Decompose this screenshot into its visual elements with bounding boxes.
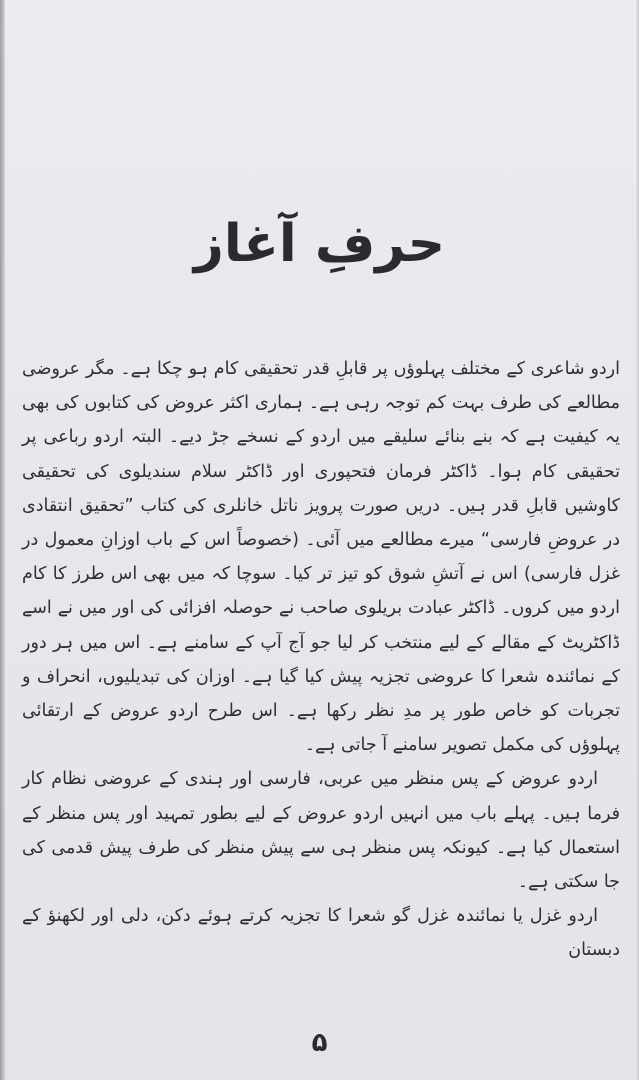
paragraph-3: اردو غزل یا نمائندہ غزل گو شعرا کا تجزیہ کرتے ہوئے دکن، دلی اور لکھنؤ کے دبستان bbox=[22, 906, 620, 961]
page-number: ۵ bbox=[311, 1028, 328, 1058]
page-gutter-shadow bbox=[0, 0, 5, 1080]
body-text bbox=[22, 352, 620, 968]
paragraph-2: اردو عروض کے پس منظر میں عربی، فارسی اور ہندی کے عروضی نظام کار فرما ہیں۔ پہلے باب میں انہیں اردو عروض کے لیے بطور تمہید اور پس منظر کے استعمال کیا ہے۔ کیونکہ پس منظر ہی سے پیش منظر کی طرف پیش قدمی کی جا سکتی ہے۔ bbox=[22, 769, 620, 893]
chapter-title: حرفِ آغاز bbox=[193, 214, 446, 274]
paragraph-1: اردو شاعری کے مختلف پہلوؤں پر قابلِ قدر تحقیقی کام ہو چکا ہے۔ مگر عروضی مطالعے کی طرف بہت کم توجہ رہی ہے۔ ہماری اکثر عروض کی کتابوں کی بھی یہ کیفیت ہے کہ بنے بنائے سلیقے میں اردو کے نسخے جڑ دیے۔ البتہ اردو رباعی پر تحقیقی کام ہوا۔ ڈاکٹر فرمان فتحپوری اور ڈاکٹر سلام سندیلوی کی تحقیقی کاوشیں قابلِ قدر ہیں۔ دریں صورت پرویز ناتل خانلری کی کتاب ”تحقیق انتقادی در عروضِ فارسی“ میرے مطالعے میں آئی۔ (خصوصاً اس کے باب اوزانِ معمول در غزل فارسی) اس نے آتشِ شوق کو تیز تر کیا۔ سوچا کہ میں بھی اس طرز کا کام اردو میں کروں۔ ڈاکٹر عبادت بریلوی صاحب نے حوصلہ افزائی کی اور میں نے اسے ڈاکٹریٹ کے مقالے کے لیے منتخب کر لیا جو آج آپ کے سامنے ہے۔ اس میں ہر دور کے نمائندہ شعرا کا عروضی تجزیہ پیش کیا گیا ہے۔ اوزان کی تبدیلیوں، انحراف و تجربات کو خاص طور پر مدِ نظر رکھا ہے۔ اس طرح اردو عروض کے ارتقائی پہلوؤں کی مکمل تصویر سامنے آ جاتی ہے۔ bbox=[22, 359, 620, 756]
